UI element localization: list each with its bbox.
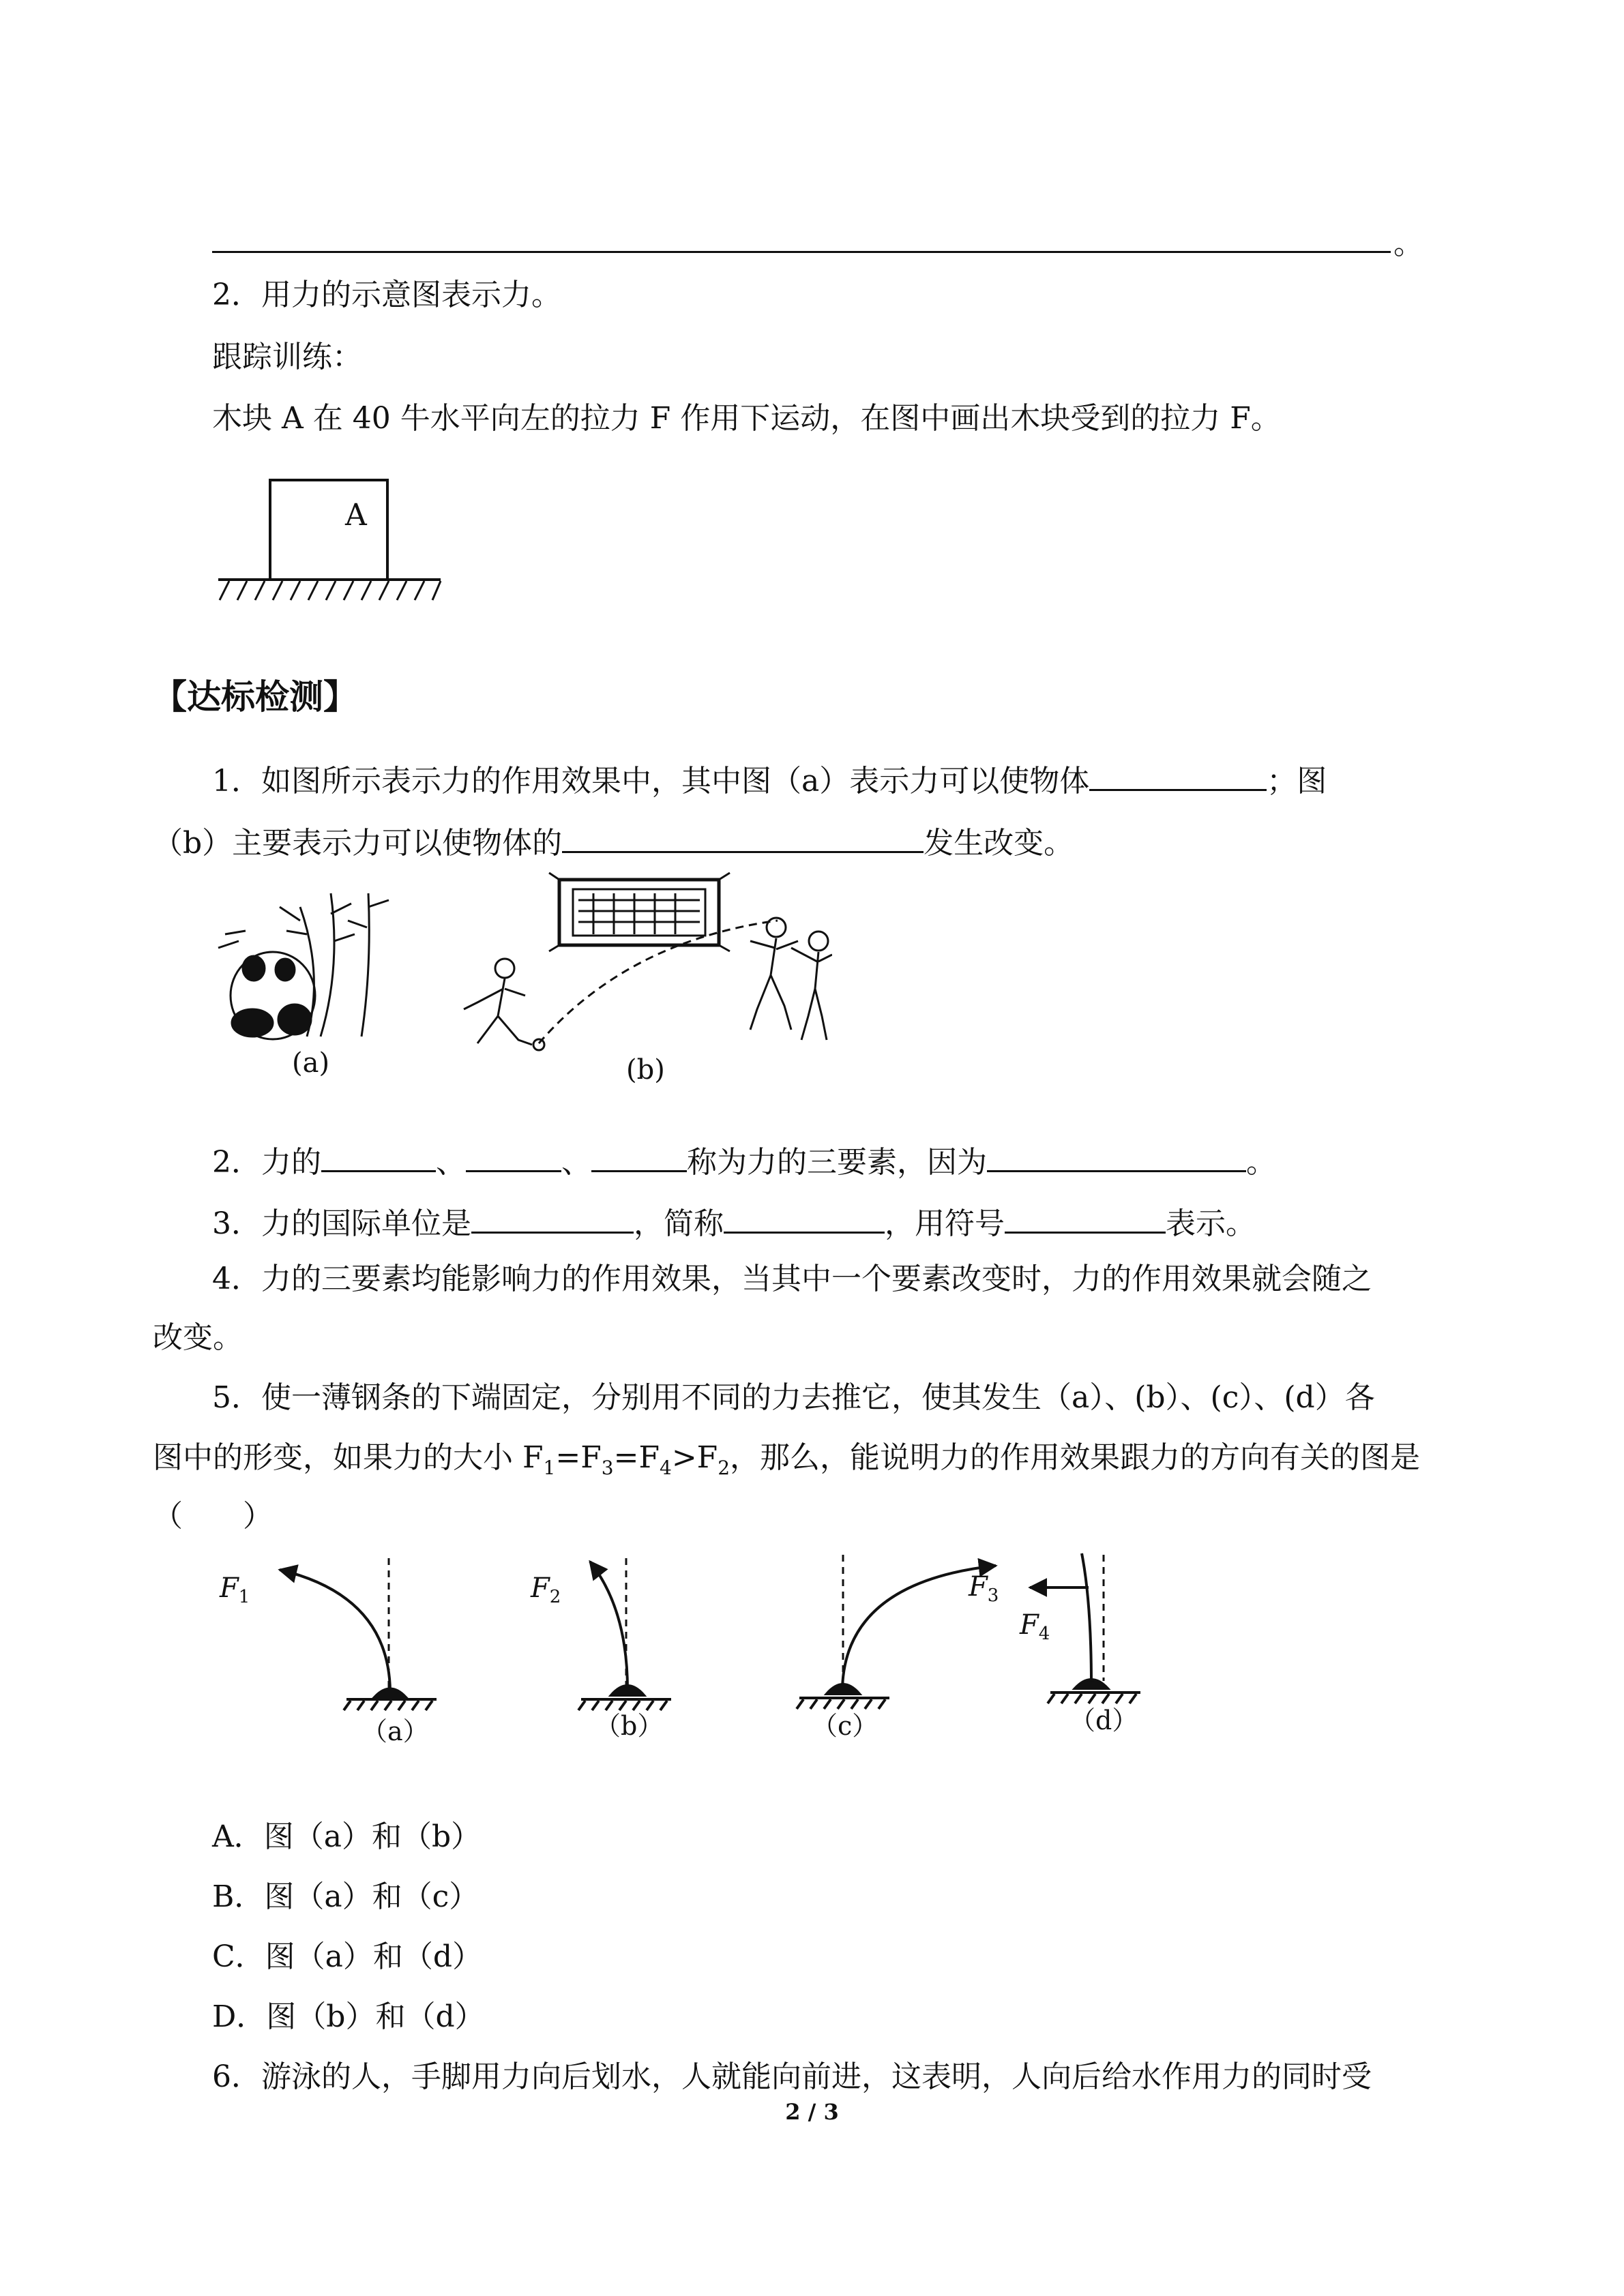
q5-eq-2: =F xyxy=(613,1440,660,1475)
q3-text-c: ，用符号 xyxy=(885,1206,1005,1241)
q2-text-a: 2．力的 xyxy=(212,1145,321,1180)
q3-text-a: 3．力的国际单位是 xyxy=(212,1206,471,1241)
q3-text-d: 表示。 xyxy=(1166,1206,1256,1241)
block-a-label: A xyxy=(345,498,367,533)
q3-blank-1[interactable] xyxy=(471,1202,634,1234)
q1-line-2 xyxy=(153,821,1074,863)
q1-blank-2[interactable] xyxy=(562,821,924,853)
force-label-f4: $F_4$ xyxy=(1020,1609,1050,1644)
q1-text-d: 发生改变。 xyxy=(924,826,1074,861)
q5-line-1: 5．使一薄钢条的下端固定，分别用不同的力去推它，使其发生（a）、(b）、(c）、(d）各 xyxy=(212,1380,1375,1415)
q2-blank-2[interactable] xyxy=(466,1140,561,1172)
tracking-question: 木块 A 在 40 牛水平向左的拉力 F 作用下运动，在图中画出木块受到的拉力 F。 xyxy=(212,401,1281,436)
q1-text-a: 1．如图所示表示力的作用效果中，其中图（a）表示力可以使物体 xyxy=(212,764,1090,799)
strip-a-label: （a） xyxy=(361,1716,429,1746)
fig-b-label: (b) xyxy=(626,1054,665,1086)
period-mark: 。 xyxy=(1393,226,1423,261)
q2-text-b: 称为力的三要素，因为 xyxy=(687,1145,987,1180)
ground-hatch xyxy=(220,581,441,600)
q4-line-1: 4．力的三要素均能影响力的作用效果，当其中一个要素改变时，力的作用效果就会随之 xyxy=(212,1262,1372,1296)
q5-sub-2: 2 xyxy=(718,1456,730,1479)
q5-line-2 xyxy=(153,1439,1420,1487)
q5-text-a: 图中的形变，如果力的大小 F xyxy=(153,1440,544,1475)
q4-line-2: 改变。 xyxy=(153,1320,243,1355)
q2-blank-4[interactable] xyxy=(987,1140,1246,1172)
item-2-text: 2．用力的示意图表示力。 xyxy=(212,278,561,312)
section-title: 【达标检测】 xyxy=(153,677,357,717)
q6-line-1: 6．游泳的人，手脚用力向后划水，人就能向前进，这表明，人向后给水作用力的同时受 xyxy=(212,2059,1372,2094)
panda-bamboo-figure xyxy=(218,893,389,1039)
force-label-f3: $F_3$ xyxy=(969,1571,999,1606)
q5-line-3: （ ） xyxy=(153,1499,273,1534)
strip-a xyxy=(280,1558,437,1710)
q1-blank-1[interactable] xyxy=(1089,759,1267,791)
force-label-f1: $F_1$ xyxy=(220,1572,250,1607)
strip-b-label: （b） xyxy=(595,1711,664,1741)
option-c[interactable]: C．图（a）和（d） xyxy=(212,1939,483,1974)
option-b[interactable]: B．图（a）和（c） xyxy=(212,1879,479,1914)
q5-figure xyxy=(205,1541,1187,1759)
q2-blank-3[interactable] xyxy=(591,1140,687,1172)
q5-gt: >F xyxy=(671,1440,718,1475)
q1-text-b: ；图 xyxy=(1267,764,1327,799)
q5-sub-3: 3 xyxy=(601,1456,614,1479)
soccer-figure xyxy=(464,873,832,1050)
strip-c-label: （c） xyxy=(812,1711,879,1741)
q2-line xyxy=(212,1140,1276,1182)
q5-sub-1: 1 xyxy=(543,1456,556,1479)
strip-b xyxy=(578,1558,671,1710)
q5-text-b: ，那么，能说明力的作用效果跟力的方向有关的图是 xyxy=(730,1440,1421,1475)
q5-eq-1: =F xyxy=(555,1440,602,1475)
q2-sep-1: 、 xyxy=(436,1145,466,1180)
fig-a-label: (a) xyxy=(292,1047,330,1079)
q1-line-1 xyxy=(212,759,1327,801)
q2-blank-1[interactable] xyxy=(321,1140,436,1172)
q3-text-b: ，简称 xyxy=(634,1206,724,1241)
strip-d-label: （d） xyxy=(1069,1705,1138,1735)
force-label-f2: $F_2$ xyxy=(531,1572,561,1607)
block-a-figure xyxy=(211,471,450,614)
page-number: 2 / 3 xyxy=(785,2099,839,2125)
option-a[interactable]: A．图（a）和（b） xyxy=(212,1819,482,1854)
q3-blank-3[interactable] xyxy=(1005,1202,1166,1234)
block-a xyxy=(270,480,387,580)
option-d[interactable]: D．图（b）和（d） xyxy=(212,1999,485,2034)
q3-line xyxy=(212,1202,1256,1243)
q1-figure xyxy=(205,866,832,1098)
tracking-label: 跟踪训练： xyxy=(212,340,362,374)
answer-blank-line xyxy=(212,251,1391,253)
q1-text-c: （b）主要表示力可以使物体的 xyxy=(153,826,563,861)
q2-end: 。 xyxy=(1246,1145,1276,1180)
q3-blank-2[interactable] xyxy=(724,1202,885,1234)
strip-c xyxy=(797,1555,996,1709)
q2-sep-2: 、 xyxy=(561,1145,591,1180)
q5-sub-4: 4 xyxy=(659,1456,672,1479)
